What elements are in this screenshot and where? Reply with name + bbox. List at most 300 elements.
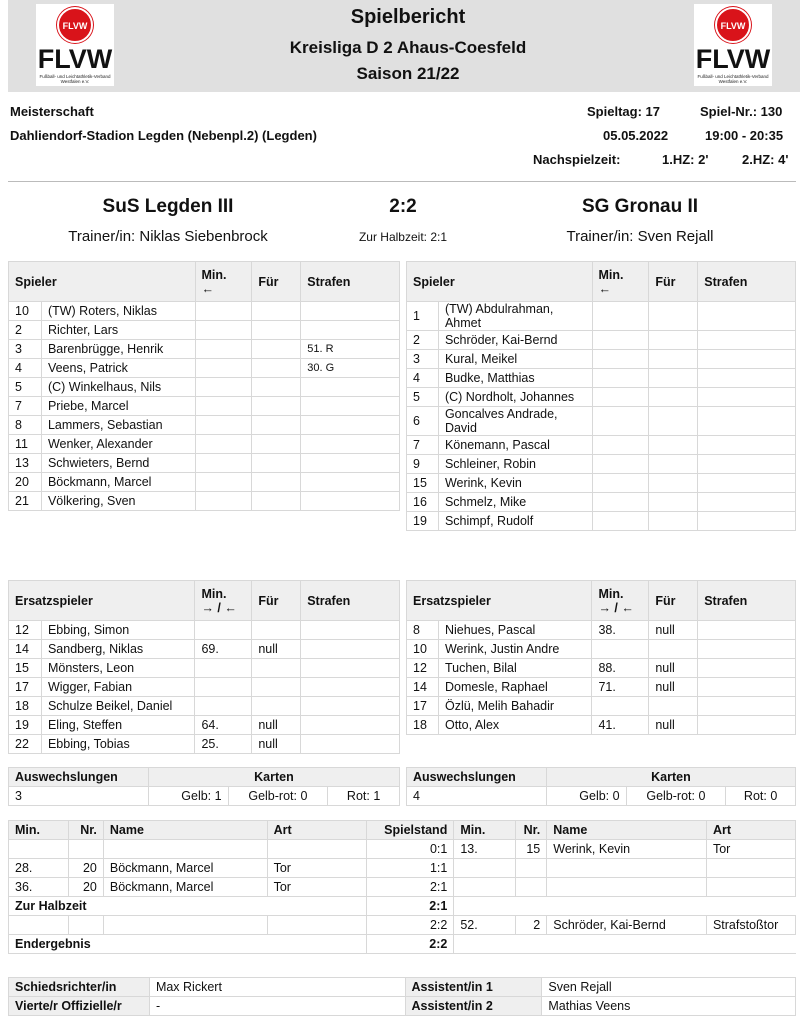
player-for: null <box>252 640 301 659</box>
event-name-home <box>103 916 267 935</box>
player-penalty <box>301 735 400 754</box>
event-type-home: Tor <box>267 859 367 878</box>
player-minute <box>195 435 252 454</box>
horse-emblem-icon: FLVW <box>715 7 751 43</box>
player-name: Schwieters, Bernd <box>41 454 195 473</box>
officials-table <box>8 977 796 1016</box>
player-penalty <box>698 621 796 640</box>
home-auswechslungen: 3 <box>9 787 149 806</box>
col-strafen: Strafen <box>301 581 400 621</box>
away-rot: Rot: 0 <box>726 787 796 806</box>
referee-label: Schiedsrichter/in <box>9 978 150 997</box>
event-type-away <box>706 859 795 878</box>
player-row <box>407 474 796 493</box>
player-penalty <box>301 640 400 659</box>
player-row <box>407 350 796 369</box>
player-for <box>649 455 698 474</box>
player-minute <box>195 678 252 697</box>
event-minute-home: 36. <box>9 878 69 897</box>
col-min: Min. ← <box>195 262 252 302</box>
final-row-score: 2:2 <box>367 935 454 954</box>
player-for: null <box>649 678 698 697</box>
match-time: 19:00 - 20:35 <box>705 128 784 143</box>
home-team: SuS Legden III <box>102 196 234 217</box>
player-row <box>9 359 400 378</box>
home-cards-table <box>8 767 400 806</box>
player-number: 4 <box>9 359 42 378</box>
player-number: 8 <box>407 621 439 640</box>
col-spielstand: Spielstand <box>367 821 454 840</box>
player-minute <box>592 331 649 350</box>
col-fuer: Für <box>252 262 301 302</box>
player-number: 7 <box>9 397 42 416</box>
player-name: Werink, Justin Andre <box>438 640 591 659</box>
player-row <box>9 659 400 678</box>
player-for <box>252 435 301 454</box>
spiel-nr: Spiel-Nr.: 130 <box>700 104 783 119</box>
player-name: Schleiner, Robin <box>438 455 592 474</box>
player-name: Schmelz, Mike <box>438 493 592 512</box>
player-for <box>252 473 301 492</box>
player-number: 2 <box>9 321 42 340</box>
event-name-away: Werink, Kevin <box>547 840 707 859</box>
player-for <box>649 697 698 716</box>
event-minute-away <box>454 859 516 878</box>
col-min-away: Min. <box>454 821 516 840</box>
player-row <box>407 302 796 331</box>
player-name: Ebbing, Simon <box>41 621 195 640</box>
player-penalty <box>698 678 796 697</box>
player-minute <box>195 697 252 716</box>
player-number: 12 <box>407 659 439 678</box>
col-ersatz: Ersatzspieler <box>9 581 195 621</box>
event-nr-away: 2 <box>516 916 547 935</box>
player-penalty <box>301 416 400 435</box>
player-row <box>407 678 796 697</box>
col-nr-away: Nr. <box>516 821 547 840</box>
player-name: Schimpf, Rudolf <box>438 512 592 531</box>
away-trainer: Trainer/in: Sven Rejall <box>566 228 714 245</box>
player-for <box>649 640 698 659</box>
player-number: 3 <box>407 350 439 369</box>
horse-emblem-icon: FLVW <box>57 7 93 43</box>
event-name-home: Böckmann, Marcel <box>103 878 267 897</box>
player-name: Veens, Patrick <box>41 359 195 378</box>
event-nr-home <box>68 840 103 859</box>
player-for <box>649 512 698 531</box>
away-auswechslungen: 4 <box>407 787 547 806</box>
player-row <box>407 331 796 350</box>
player-minute: 88. <box>592 659 649 678</box>
player-for: null <box>252 716 301 735</box>
player-number: 22 <box>9 735 42 754</box>
player-penalty <box>301 659 400 678</box>
player-penalty <box>698 388 796 407</box>
nachspielzeit-label: Nachspielzeit: <box>533 152 621 167</box>
event-nr-away: 15 <box>516 840 547 859</box>
player-number: 19 <box>9 716 42 735</box>
player-penalty <box>698 640 796 659</box>
col-name-home: Name <box>103 821 267 840</box>
player-name: Ebbing, Tobias <box>41 735 195 754</box>
player-minute <box>195 473 252 492</box>
player-row <box>407 436 796 455</box>
fourth-official-name: - <box>149 997 405 1016</box>
divider <box>8 181 796 182</box>
player-penalty <box>698 455 796 474</box>
player-name: Domesle, Raphael <box>438 678 591 697</box>
away-cards-table <box>406 767 796 806</box>
away-team: SG Gronau II <box>581 196 699 217</box>
player-row <box>9 321 400 340</box>
player-name: Barenbrügge, Henrik <box>41 340 195 359</box>
player-number: 13 <box>9 454 42 473</box>
player-penalty <box>698 659 796 678</box>
fourth-official-label: Vierte/r Offizielle/r <box>9 997 150 1016</box>
player-name: Budke, Matthias <box>438 369 592 388</box>
player-row <box>407 697 796 716</box>
player-penalty <box>301 716 400 735</box>
player-penalty: 51. R <box>301 340 400 359</box>
player-minute <box>592 369 649 388</box>
col-strafen: Strafen <box>698 581 796 621</box>
event-score: 1:1 <box>367 859 454 878</box>
event-score: 2:2 <box>367 916 454 935</box>
away-gelbrot: Gelb-rot: 0 <box>626 787 726 806</box>
player-minute <box>592 302 649 331</box>
player-penalty <box>301 697 400 716</box>
col-spieler: Spieler <box>407 262 593 302</box>
home-subs-table <box>8 580 400 754</box>
event-row <box>9 840 796 859</box>
player-number: 14 <box>9 640 42 659</box>
final-row-label: Endergebnis <box>9 935 367 954</box>
player-number: 15 <box>407 474 439 493</box>
player-penalty: 30. G <box>301 359 400 378</box>
empty-cell <box>454 897 796 916</box>
event-type-away: Tor <box>706 840 795 859</box>
event-name-away: Schröder, Kai-Bernd <box>547 916 707 935</box>
player-penalty <box>698 716 796 735</box>
player-minute <box>592 493 649 512</box>
player-for <box>649 436 698 455</box>
player-minute <box>592 697 649 716</box>
player-for <box>649 388 698 407</box>
player-for <box>252 302 301 321</box>
col-min: Min. ← <box>592 262 649 302</box>
player-number: 9 <box>407 455 439 474</box>
away-lineup-table <box>406 261 796 531</box>
event-minute-away: 13. <box>454 840 516 859</box>
col-min-home: Min. <box>9 821 69 840</box>
player-name: Sandberg, Niklas <box>41 640 195 659</box>
player-row <box>407 369 796 388</box>
player-for <box>649 350 698 369</box>
player-row <box>9 678 400 697</box>
player-name: Tuchen, Bilal <box>438 659 591 678</box>
player-number: 10 <box>407 640 439 659</box>
assistant1-name: Sven Rejall <box>542 978 796 997</box>
player-minute <box>592 640 649 659</box>
player-name: Mönsters, Leon <box>41 659 195 678</box>
player-for <box>252 416 301 435</box>
match-events-table <box>8 820 796 954</box>
player-name: (TW) Abdulrahman, Ahmet <box>438 302 592 331</box>
player-minute: 25. <box>195 735 252 754</box>
player-penalty <box>698 512 796 531</box>
player-number: 8 <box>9 416 42 435</box>
player-row <box>9 697 400 716</box>
player-minute <box>592 455 649 474</box>
player-number: 17 <box>407 697 439 716</box>
event-name-away <box>547 859 707 878</box>
home-gelbrot: Gelb-rot: 0 <box>228 787 328 806</box>
player-number: 18 <box>9 697 42 716</box>
report-header <box>8 0 800 92</box>
player-number: 4 <box>407 369 439 388</box>
player-name: Otto, Alex <box>438 716 591 735</box>
player-penalty <box>301 678 400 697</box>
player-row <box>9 621 400 640</box>
player-for <box>252 378 301 397</box>
col-fuer: Für <box>649 581 698 621</box>
player-row <box>9 340 400 359</box>
player-minute <box>195 359 252 378</box>
player-penalty <box>698 331 796 350</box>
player-number: 14 <box>407 678 439 697</box>
home-gelb: Gelb: 1 <box>148 787 228 806</box>
event-row <box>9 878 796 897</box>
player-row <box>9 640 400 659</box>
player-for <box>252 340 301 359</box>
player-penalty <box>301 621 400 640</box>
player-row <box>407 493 796 512</box>
competition: Meisterschaft <box>10 104 94 119</box>
player-row <box>407 640 796 659</box>
venue: Dahliendorf-Stadion Legden (Nebenpl.2) (Legden) <box>10 128 317 143</box>
col-strafen: Strafen <box>301 262 400 302</box>
col-nr-home: Nr. <box>68 821 103 840</box>
col-ersatz: Ersatzspieler <box>407 581 592 621</box>
away-subs-table <box>406 580 796 735</box>
player-penalty <box>698 474 796 493</box>
home-rot: Rot: 1 <box>328 787 400 806</box>
player-row <box>407 407 796 436</box>
col-spieler: Spieler <box>9 262 196 302</box>
player-minute: 41. <box>592 716 649 735</box>
empty-cell <box>454 935 796 954</box>
player-number: 16 <box>407 493 439 512</box>
col-fuer: Für <box>252 581 301 621</box>
halftime-score: Zur Halbzeit: 2:1 <box>358 230 448 244</box>
player-for <box>649 369 698 388</box>
player-name: Schulze Beikel, Daniel <box>41 697 195 716</box>
player-for: null <box>649 716 698 735</box>
player-row <box>9 716 400 735</box>
event-minute-away: 52. <box>454 916 516 935</box>
final-row <box>9 935 796 954</box>
player-row <box>407 621 796 640</box>
player-for: null <box>649 621 698 640</box>
player-row <box>9 454 400 473</box>
player-minute <box>195 659 252 678</box>
event-minute-home <box>9 840 69 859</box>
player-minute: 71. <box>592 678 649 697</box>
player-minute <box>195 454 252 473</box>
event-type-away <box>706 878 795 897</box>
col-min: Min. → / ← <box>592 581 649 621</box>
col-fuer: Für <box>649 262 698 302</box>
player-row <box>407 388 796 407</box>
player-number: 10 <box>9 302 42 321</box>
player-minute <box>195 492 252 511</box>
halftime-row-label: Zur Halbzeit <box>9 897 367 916</box>
col-strafen: Strafen <box>698 262 796 302</box>
player-minute <box>592 407 649 436</box>
event-minute-home <box>9 916 69 935</box>
player-name: Priebe, Marcel <box>41 397 195 416</box>
player-number: 5 <box>407 388 439 407</box>
event-row <box>9 859 796 878</box>
event-nr-away <box>516 859 547 878</box>
player-for <box>252 359 301 378</box>
player-row <box>407 716 796 735</box>
player-for <box>649 493 698 512</box>
player-minute <box>195 378 252 397</box>
player-name: Niehues, Pascal <box>438 621 591 640</box>
player-name: Richter, Lars <box>41 321 195 340</box>
player-number: 7 <box>407 436 439 455</box>
player-number: 5 <box>9 378 42 397</box>
player-minute <box>195 340 252 359</box>
player-name: Völkering, Sven <box>41 492 195 511</box>
player-name: Böckmann, Marcel <box>41 473 195 492</box>
player-penalty <box>698 350 796 369</box>
player-minute <box>195 397 252 416</box>
player-minute <box>195 302 252 321</box>
event-row <box>9 916 796 935</box>
player-penalty <box>698 302 796 331</box>
player-penalty <box>698 407 796 436</box>
col-art-home: Art <box>267 821 367 840</box>
player-minute <box>592 350 649 369</box>
event-minute-away <box>454 878 516 897</box>
event-name-away <box>547 878 707 897</box>
player-row <box>407 512 796 531</box>
player-name: Eling, Steffen <box>41 716 195 735</box>
col-auswechslungen: Auswechslungen <box>407 768 547 787</box>
event-score: 0:1 <box>367 840 454 859</box>
away-gelb: Gelb: 0 <box>546 787 626 806</box>
player-for <box>252 678 301 697</box>
player-for: null <box>649 659 698 678</box>
player-name: Wenker, Alexander <box>41 435 195 454</box>
flvw-logo-right: FLVW FLVW Fußball- und Leichtathletik-Verband Westfalen e.V. <box>694 4 772 86</box>
referee-name: Max Rickert <box>149 978 405 997</box>
player-minute: 38. <box>592 621 649 640</box>
player-minute <box>592 512 649 531</box>
event-type-away: Strafstoßtor <box>706 916 795 935</box>
player-name: Goncalves Andrade, David <box>438 407 592 436</box>
player-minute <box>195 621 252 640</box>
event-score: 2:1 <box>367 878 454 897</box>
assistant2-name: Mathias Veens <box>542 997 796 1016</box>
col-min: Min. → / ← <box>195 581 252 621</box>
match-date: 05.05.2022 <box>603 128 669 143</box>
player-name: Kural, Meikel <box>438 350 592 369</box>
player-minute <box>592 388 649 407</box>
col-karten: Karten <box>148 768 399 787</box>
player-for <box>252 492 301 511</box>
player-for <box>649 474 698 493</box>
player-for <box>649 407 698 436</box>
player-minute <box>195 416 252 435</box>
event-name-home <box>103 840 267 859</box>
player-for <box>649 302 698 331</box>
player-minute <box>592 436 649 455</box>
event-nr-away <box>516 878 547 897</box>
assistant2-label: Assistent/in 2 <box>405 997 542 1016</box>
player-number: 21 <box>9 492 42 511</box>
nachspielzeit-1hz: 1.HZ: 2' <box>662 152 709 167</box>
player-penalty <box>698 493 796 512</box>
event-nr-home: 20 <box>68 859 103 878</box>
player-row <box>9 378 400 397</box>
flvw-logo-left: FLVW FLVW Fußball- und Leichtathletik-Verband Westfalen e.V. <box>36 4 114 86</box>
player-penalty <box>301 454 400 473</box>
event-nr-home: 20 <box>68 878 103 897</box>
player-for <box>252 397 301 416</box>
player-name: Könemann, Pascal <box>438 436 592 455</box>
player-number: 1 <box>407 302 439 331</box>
col-auswechslungen: Auswechslungen <box>9 768 149 787</box>
player-number: 6 <box>407 407 439 436</box>
player-number: 19 <box>407 512 439 531</box>
halftime-row-score: 2:1 <box>367 897 454 916</box>
event-nr-home <box>68 916 103 935</box>
home-lineup-table <box>8 261 400 511</box>
player-minute: 69. <box>195 640 252 659</box>
player-row <box>9 473 400 492</box>
player-row <box>9 397 400 416</box>
player-for <box>252 621 301 640</box>
player-minute: 64. <box>195 716 252 735</box>
player-minute <box>195 321 252 340</box>
player-name: (C) Winkelhaus, Nils <box>41 378 195 397</box>
report-title: Spielbericht <box>350 6 466 28</box>
player-penalty <box>698 369 796 388</box>
player-number: 18 <box>407 716 439 735</box>
event-type-home <box>267 916 367 935</box>
player-for <box>252 321 301 340</box>
player-penalty <box>301 302 400 321</box>
player-row <box>9 492 400 511</box>
player-penalty <box>698 436 796 455</box>
player-row <box>9 735 400 754</box>
player-name: Lammers, Sebastian <box>41 416 195 435</box>
player-row <box>9 416 400 435</box>
player-row <box>9 302 400 321</box>
player-for: null <box>252 735 301 754</box>
nachspielzeit-2hz: 2.HZ: 4' <box>742 152 789 167</box>
player-name: (TW) Roters, Niklas <box>41 302 195 321</box>
final-score: 2:2 <box>389 196 417 217</box>
player-for <box>252 697 301 716</box>
player-for <box>649 331 698 350</box>
player-name: Schröder, Kai-Bernd <box>438 331 592 350</box>
player-name: Özlü, Melih Bahadir <box>438 697 591 716</box>
event-minute-home: 28. <box>9 859 69 878</box>
